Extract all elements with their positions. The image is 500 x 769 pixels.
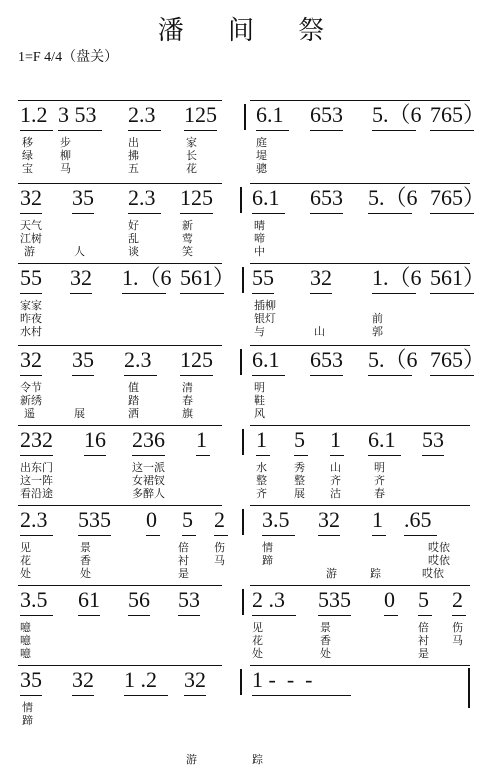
lyric-word: 处	[320, 647, 331, 660]
note-group: 2	[214, 507, 225, 532]
lyric-word: 处	[80, 567, 91, 580]
lyric-word: 整	[256, 474, 267, 487]
lyric-word: 拂	[128, 149, 139, 162]
slur-line	[250, 345, 470, 346]
lyric-word: 看沿途	[20, 487, 53, 500]
bar-line	[242, 267, 244, 293]
lyric-word: 绿	[22, 149, 33, 162]
lyric-word: 旗	[182, 407, 193, 420]
lyric-word: 柳	[60, 149, 71, 162]
notation-row	[0, 183, 500, 213]
lyric-word: 明	[254, 381, 265, 394]
lyric-word: 鞋	[254, 394, 265, 407]
lyric-word: 骢	[256, 162, 267, 175]
lyric-word: 景	[80, 541, 91, 554]
lyric-word: 水村	[20, 325, 42, 338]
notation-row	[0, 585, 500, 615]
score-system	[0, 505, 500, 585]
lyric-word: 移	[22, 136, 33, 149]
lyric-word: 这一派	[132, 461, 165, 474]
note-group: 2	[452, 587, 463, 612]
beam-line	[310, 293, 332, 294]
note-group: 32	[20, 185, 42, 210]
note-group: 1.2	[20, 102, 48, 127]
slur-line	[250, 585, 470, 586]
note-group: 2.3	[20, 507, 48, 532]
score-system	[0, 263, 500, 343]
beam-line	[180, 213, 213, 214]
beam-line	[20, 615, 53, 616]
lyric-word: 五	[128, 162, 139, 175]
bar-line	[242, 509, 244, 535]
lyric-word: 银灯	[254, 312, 276, 325]
lyric-word: 马	[60, 162, 71, 175]
lyric-word: 笑	[182, 245, 193, 258]
lyric-word: 沽	[330, 487, 341, 500]
lyric-word: 蹄	[262, 554, 273, 567]
lyric-word: 游	[326, 567, 337, 580]
lyric-word: 处	[252, 647, 263, 660]
note-group: 5.（6	[368, 347, 418, 372]
note-group: 32	[184, 667, 206, 692]
beam-line	[252, 213, 285, 214]
lyric-word: 莺	[182, 232, 193, 245]
beam-line	[20, 130, 53, 131]
beam-line	[252, 375, 285, 376]
beam-line	[180, 375, 213, 376]
note-group: 2.3	[124, 347, 152, 372]
beam-line	[430, 293, 474, 294]
lyric-word: 花	[186, 162, 197, 175]
note-group: 125	[180, 347, 213, 372]
note-group: 5	[294, 427, 305, 452]
note-group: 32	[72, 667, 94, 692]
lyric-word: 春	[374, 487, 385, 500]
slur-line	[18, 345, 222, 346]
lyric-word: 乱	[128, 232, 139, 245]
lyric-word: 齐	[330, 474, 341, 487]
lyric-word: 宝	[22, 162, 33, 175]
lyric-word: 洒	[128, 407, 139, 420]
note-group: 561）	[430, 265, 486, 290]
note-group: 1.（6	[122, 265, 172, 290]
lyric-word: 游	[186, 753, 197, 766]
note-group: 535	[78, 507, 111, 532]
note-group: 32	[318, 507, 340, 532]
beam-line	[196, 455, 210, 456]
beam-line	[262, 535, 295, 536]
score-system	[0, 585, 500, 665]
notation-row	[0, 345, 500, 375]
note-group: 653	[310, 185, 343, 210]
beam-line	[256, 455, 270, 456]
beam-line	[310, 213, 343, 214]
lyric-word: 水	[256, 461, 267, 474]
slur-line	[18, 585, 222, 586]
note-group: 2.3	[128, 102, 156, 127]
lyric-word: 情	[262, 541, 273, 554]
beam-line	[372, 293, 416, 294]
lyric-word: 堤	[256, 149, 267, 162]
beam-line	[182, 535, 196, 536]
lyric-word: 衬	[178, 554, 189, 567]
slur-line	[250, 183, 470, 184]
lyric-word: 见	[20, 541, 31, 554]
lyric-word: 噫	[20, 621, 31, 634]
slur-line	[250, 505, 470, 506]
lyric-word: 令节	[20, 381, 42, 394]
lyric-word: 啼	[254, 232, 265, 245]
note-group: 765）	[430, 102, 486, 127]
lyric-word: 遥	[24, 407, 35, 420]
beam-line	[128, 213, 161, 214]
lyric-word: 这一阵	[20, 474, 53, 487]
slur-line	[250, 263, 470, 264]
note-group: 3.5	[20, 587, 48, 612]
note-group: 32	[70, 265, 92, 290]
lyric-word: 晴	[254, 219, 265, 232]
beam-line	[128, 130, 161, 131]
score-system	[0, 100, 500, 180]
beam-line	[294, 455, 308, 456]
note-group: 3 53	[58, 102, 97, 127]
beam-line	[78, 535, 111, 536]
note-group: 5	[418, 587, 429, 612]
lyric-word: 处	[20, 567, 31, 580]
notation-row	[0, 100, 500, 130]
note-group: 653	[310, 102, 343, 127]
lyric-word: 衬	[418, 634, 429, 647]
lyric-word: 倍	[418, 621, 429, 634]
note-group: 125	[184, 102, 217, 127]
lyric-word: 齐	[374, 474, 385, 487]
beam-line	[368, 375, 412, 376]
note-group: 56	[128, 587, 150, 612]
lyric-word: 伤	[214, 541, 225, 554]
lyric-word: 家家	[20, 299, 42, 312]
lyric-word: 山	[314, 325, 325, 338]
lyric-word: 江树	[20, 232, 42, 245]
lyric-word: 值	[128, 381, 139, 394]
note-group: 3.5	[262, 507, 290, 532]
beam-line	[404, 535, 437, 536]
beam-line	[20, 293, 42, 294]
lyric-word: 新	[182, 219, 193, 232]
beam-line	[318, 615, 351, 616]
note-group: 55	[20, 265, 42, 290]
lyric-word: 中	[254, 245, 265, 258]
note-group: 1.（6	[372, 265, 422, 290]
lyric-word: 长	[186, 149, 197, 162]
beam-line	[372, 535, 386, 536]
score-system	[0, 183, 500, 263]
note-group: 2.3	[128, 185, 156, 210]
lyric-word: 情	[22, 701, 33, 714]
lyric-word: 谈	[128, 245, 139, 258]
beam-line	[72, 695, 94, 696]
lyric-word: 哎依	[428, 541, 450, 554]
lyric-word: 蹄	[22, 714, 33, 727]
beam-line	[452, 615, 466, 616]
beam-line	[178, 615, 200, 616]
lyric-word: 天气	[20, 219, 42, 232]
note-group: 32	[310, 265, 332, 290]
lyric-word: 倍	[178, 541, 189, 554]
beam-line	[58, 130, 102, 131]
lyric-word: 是	[418, 647, 429, 660]
slur-line	[18, 100, 222, 101]
beam-line	[368, 213, 412, 214]
lyric-word: 清	[182, 381, 193, 394]
beam-line	[330, 455, 344, 456]
lyric-word: 展	[294, 487, 305, 500]
beam-line	[20, 213, 42, 214]
beam-line	[122, 293, 166, 294]
final-bar-line	[468, 668, 470, 708]
note-group: 125	[180, 185, 213, 210]
beam-line	[256, 130, 289, 131]
lyric-word: 明	[374, 461, 385, 474]
lyric-word: 家	[186, 136, 197, 149]
beam-line	[184, 130, 217, 131]
note-group: 35	[20, 667, 42, 692]
note-group: 2 .3	[252, 587, 285, 612]
lyric-word: 春	[182, 394, 193, 407]
lyric-word: 步	[60, 136, 71, 149]
note-group: 6.1	[256, 102, 284, 127]
beam-line	[72, 213, 94, 214]
lyric-word: 齐	[256, 487, 267, 500]
lyric-word: 新绣	[20, 394, 42, 407]
notation-row	[0, 665, 500, 695]
lyric-word: 出东门	[20, 461, 53, 474]
beam-line	[252, 293, 274, 294]
note-group: 1	[256, 427, 267, 452]
lyric-word: 女裙钗	[132, 474, 165, 487]
beam-line	[384, 615, 398, 616]
lyric-word: 哎依	[428, 554, 450, 567]
note-group: 16	[84, 427, 106, 452]
beam-line	[430, 130, 474, 131]
lyric-word: 插柳	[254, 299, 276, 312]
lyric-word: 景	[320, 621, 331, 634]
slur-line	[250, 425, 470, 426]
beam-line	[128, 615, 150, 616]
slur-line	[18, 183, 222, 184]
beam-line	[372, 130, 416, 131]
lyric-word: 伤	[452, 621, 463, 634]
bar-line	[240, 187, 242, 213]
note-group: 765）	[430, 347, 486, 372]
notation-row	[0, 505, 500, 535]
beam-line	[184, 695, 206, 696]
note-group: 535	[318, 587, 351, 612]
lyric-word: 哎依	[422, 567, 444, 580]
slur-line	[250, 665, 470, 666]
beam-line	[20, 695, 42, 696]
lyric-word: 昨夜	[20, 312, 42, 325]
note-group: 1 .2	[124, 667, 157, 692]
beam-line	[20, 455, 53, 456]
beam-line	[422, 455, 444, 456]
beam-line	[368, 455, 401, 456]
lyric-word: 踪	[370, 567, 381, 580]
lyric-word: 好	[128, 219, 139, 232]
beam-line	[132, 455, 165, 456]
note-group: 1	[372, 507, 383, 532]
lyric-word: 花	[20, 554, 31, 567]
beam-line	[252, 695, 351, 696]
beam-line	[214, 535, 228, 536]
lyric-word: 前	[372, 312, 383, 325]
slur-line	[250, 100, 470, 101]
beam-line	[78, 615, 100, 616]
beam-line	[418, 615, 432, 616]
note-group: 35	[72, 185, 94, 210]
lyric-word: 是	[178, 567, 189, 580]
note-group: 32	[20, 347, 42, 372]
lyric-word: 游	[24, 245, 35, 258]
key-signature: 1=F 4/4（盘关）	[18, 50, 119, 65]
slur-line	[18, 665, 222, 666]
slur-line	[18, 505, 222, 506]
beam-line	[430, 375, 474, 376]
lyric-word: 整	[294, 474, 305, 487]
slur-line	[18, 263, 222, 264]
beam-line	[310, 130, 343, 131]
note-group: 561）	[180, 265, 236, 290]
note-group: 5	[182, 507, 193, 532]
note-group: 6.1	[252, 347, 280, 372]
lyric-word: 噫	[20, 634, 31, 647]
bar-line	[244, 104, 246, 130]
note-group: 55	[252, 265, 274, 290]
note-group: 1	[196, 427, 207, 452]
note-group: 0	[146, 507, 157, 532]
note-group: 6.1	[252, 185, 280, 210]
beam-line	[84, 455, 106, 456]
score-system	[0, 345, 500, 425]
note-group: 53	[422, 427, 444, 452]
beam-line	[70, 293, 92, 294]
note-group: 1 - - -	[252, 667, 313, 692]
notation-row	[0, 425, 500, 455]
lyric-word: 展	[74, 407, 85, 420]
lyric-word: 见	[252, 621, 263, 634]
page-title: 潘 间 祭	[157, 16, 343, 46]
note-group: .65	[404, 507, 432, 532]
bar-line	[240, 669, 242, 695]
note-group: 232	[20, 427, 53, 452]
beam-line	[20, 535, 53, 536]
beam-line	[124, 695, 168, 696]
lyric-word: 香	[80, 554, 91, 567]
note-group: 1	[330, 427, 341, 452]
note-group: 236	[132, 427, 165, 452]
bar-line	[242, 589, 244, 615]
lyric-word: 风	[254, 407, 265, 420]
note-group: 5.（6	[372, 102, 422, 127]
beam-line	[310, 375, 343, 376]
lyric-word: 山	[330, 461, 341, 474]
beam-line	[180, 293, 224, 294]
score-system	[0, 425, 500, 505]
beam-line	[430, 213, 474, 214]
lyric-word: 人	[74, 245, 85, 258]
lyric-word: 马	[214, 554, 225, 567]
note-group: 765）	[430, 185, 486, 210]
lyric-word: 香	[320, 634, 331, 647]
beam-line	[252, 615, 296, 616]
bar-line	[242, 429, 244, 455]
bar-line	[240, 349, 242, 375]
note-group: 35	[72, 347, 94, 372]
lyric-word: 出	[128, 136, 139, 149]
lyric-word: 马	[452, 634, 463, 647]
notation-row	[0, 263, 500, 293]
note-group: 5.（6	[368, 185, 418, 210]
beam-line	[124, 375, 157, 376]
lyric-word: 庭	[256, 136, 267, 149]
lyric-word: 多醉人	[132, 487, 165, 500]
beam-line	[146, 535, 160, 536]
beam-line	[72, 375, 94, 376]
note-group: 0	[384, 587, 395, 612]
beam-line	[318, 535, 340, 536]
score-system	[0, 665, 500, 766]
lyric-word: 噫	[20, 647, 31, 660]
note-group: 61	[78, 587, 100, 612]
slur-line	[18, 425, 222, 426]
beam-line	[20, 375, 42, 376]
note-group: 6.1	[368, 427, 396, 452]
lyric-word: 踏	[128, 394, 139, 407]
note-group: 653	[310, 347, 343, 372]
lyric-word: 秀	[294, 461, 305, 474]
lyric-word: 踪	[252, 753, 263, 766]
note-group: 53	[178, 587, 200, 612]
lyric-word: 与	[254, 325, 265, 338]
lyric-word: 花	[252, 634, 263, 647]
lyric-word: 郭	[372, 325, 383, 338]
